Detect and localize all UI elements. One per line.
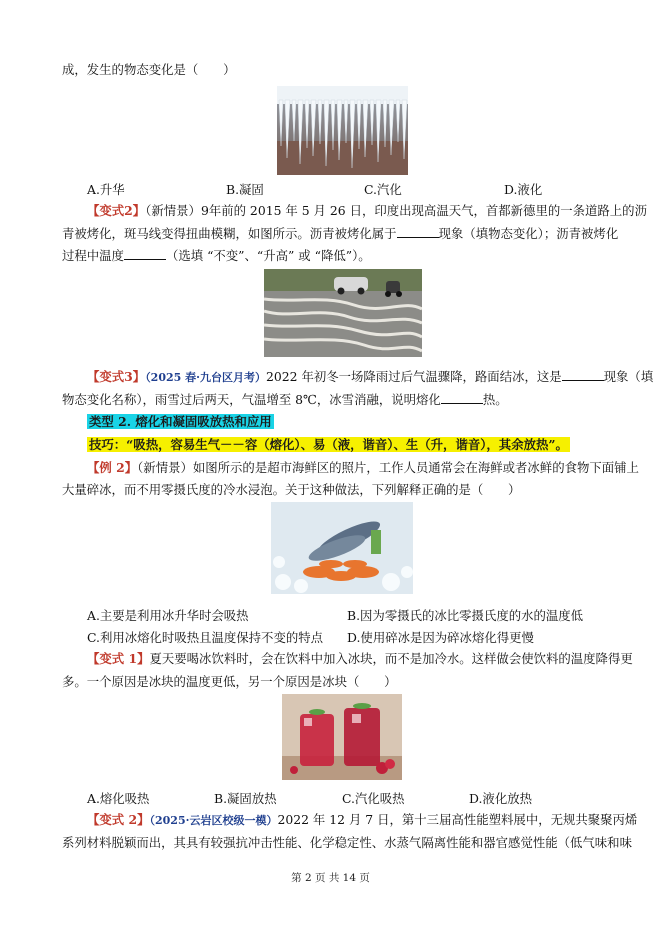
tip-line [87,437,570,453]
variant2-line3 [62,248,371,264]
variant2-text2a: 青被烤化，斑马线变得扭曲模糊，如图所示。沥青被烤化属于 [62,226,397,241]
variant3-tag: 【变式3】 [87,369,146,384]
variant2-line1 [87,203,647,219]
variant3-text1a: 2022 年初冬一场降雨过后气温骤降，路面结冰，这是 [265,369,562,384]
icicles-image [277,86,408,175]
page-footer: 第 2 页 共 14 页 [291,872,370,884]
answer-blank[interactable] [124,248,166,260]
q1-option-b: B.凝固 [226,182,264,197]
example2-line1 [87,460,639,476]
q1-option-a: A.升华 [87,182,125,197]
variant2b-tag: 【变式 2】 [87,812,150,827]
variant2-tag: 【变式2】 [87,203,146,218]
variant3-text1b: 现象（填 [603,369,654,384]
variant3-line1 [87,369,653,386]
iced-drinks-image [282,694,402,780]
variant1b-line2: 多。一个原因是冰块的温度更低，另一个原因是冰块（ ） [62,674,397,689]
seafood-on-ice-image [271,502,413,594]
variant2-line2 [62,226,618,242]
variant2b-text1: 2022 年 12 月 7 日，第十三届高性能塑料展中，无规共聚聚丙烯 [277,812,638,827]
variant3-text2b: 热。 [482,392,508,407]
variant2b-line1 [87,812,637,829]
variant1b-option-d: D.液化放热 [469,791,532,806]
variant2-text3a: 过程中温度 [62,248,124,263]
variant3-source: （2025 春·九台区月考） [145,371,266,384]
example2-option-b: B.因为零摄氏的冰比零摄氏度的水的温度低 [347,608,584,623]
type2-heading [87,414,274,430]
variant1b-option-a: A.熔化吸热 [87,791,150,806]
example2-option-a: A.主要是利用冰升华时会吸热 [87,608,249,623]
tip-text: 技巧：“吸热，容易生气－－容（熔化）、易（液，谐音）、生（升，谐音），其余放热”。 [89,437,568,452]
variant1b-text1: 夏天要喝冰饮料时，会在饮料中加入冰块，而不是加冷水。这样做会使饮料的温度降得更 [149,651,633,666]
variant1b-option-b: B.凝固放热 [214,791,277,806]
answer-blank[interactable] [397,226,439,238]
variant3-line2 [62,392,508,408]
type2-heading-text: 类型 2. 熔化和凝固吸放热和应用 [89,414,272,429]
example2-option-c: C.利用冰熔化时吸热且温度保持不变的特点 [87,630,324,645]
intro-line: 成，发生的物态变化是（ ） [62,62,236,77]
variant2-text3b: （选填 “不变”、“升高” 或 “降低”）。 [165,248,371,263]
example2-line2: 大量碎冰，而不用零摄氏度的冷水浸泡。关于这种做法，下列解释正确的是（ ） [62,482,521,497]
variant2-text2b: 现象（填物态变化）；沥青被烤化 [438,226,619,241]
example2-option-d: D.使用碎冰是因为碎冰熔化得更慢 [347,630,534,645]
variant2-text1: （新情景）9年前的 2015 年 5 月 26 日，印度出现高温天气，首都新德里的一条道路上的沥 [145,203,647,218]
variant1b-option-c: C.汽化吸热 [342,791,405,806]
variant2b-line2: 系列材料脱颖而出，其具有较强抗冲击性能、化学稳定性、水蒸气隔离性能和器官感觉性能（低气味和味 [62,835,632,850]
example2-text1: （新情景）如图所示的是超市海鲜区的照片，工作人员通常会在海鲜或者冰鲜的食物下面铺上 [137,460,639,475]
q1-option-d: D.液化 [504,182,543,197]
answer-blank[interactable] [562,369,604,381]
answer-blank[interactable] [441,392,483,404]
variant1b-tag: 【变式 1】 [87,651,150,666]
q1-option-c: C.汽化 [364,182,402,197]
example2-tag: 【例 2】 [87,460,138,475]
variant1b-line1 [87,651,633,667]
melted-asphalt-image [264,269,422,357]
variant2b-source: （2025·云岩区校级一模） [149,814,278,827]
variant3-text2a: 物态变化名称），雨雪过后两天，气温增至 8℃，冰雪消融，说明熔化 [62,392,441,407]
